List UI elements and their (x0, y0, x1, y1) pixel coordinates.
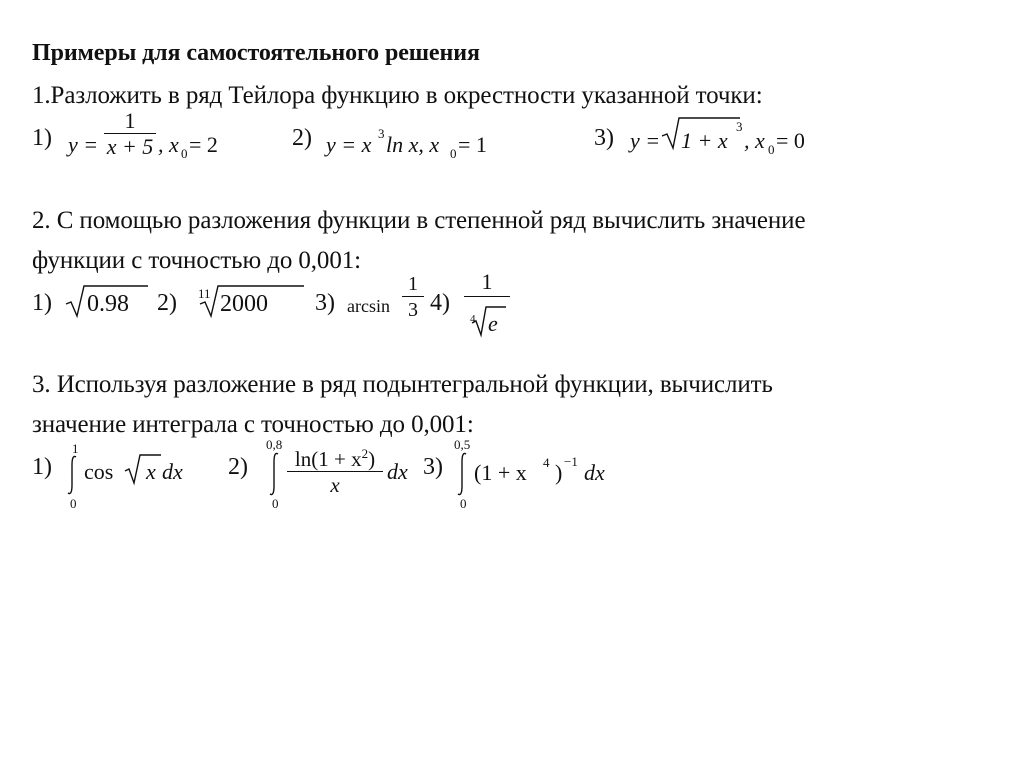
task3-ex3-upper: 0,5 (454, 437, 471, 452)
task2-ex2-index: 11 (198, 286, 211, 301)
task3-ex3-integral-sign (456, 452, 470, 496)
task2-ex1-radicand: 0.98 (87, 291, 129, 317)
task2-ex4-radicand: e (488, 311, 498, 336)
task3-ex1-upper: 1 (72, 441, 79, 456)
task1-ex2-value: = 1 (458, 132, 487, 157)
task2-label-4: 4) (430, 290, 450, 316)
task1-ex1-sub: 0 (181, 146, 188, 161)
task1-ex1-lhs: y = (68, 132, 99, 157)
task3-label-3: 3) (423, 454, 443, 480)
task2-label-2: 2) (157, 290, 177, 316)
task3-ex1-sqrt-sign (125, 453, 165, 489)
task3-label-2: 2) (228, 454, 248, 480)
task2-ex2-radicand: 2000 (220, 291, 268, 317)
task1-ex2-mid: ln x, x (386, 132, 440, 157)
task3-ex2-lower: 0 (272, 496, 279, 511)
task1-ex2-sup: 3 (378, 126, 385, 141)
task3-ex3-pow: −1 (564, 454, 578, 469)
task3-ex1-lower: 0 (70, 496, 77, 511)
task3-ex2-denominator: x (330, 473, 340, 497)
task2-label-3: 3) (315, 290, 335, 316)
task1-heading: 1.Разложить в ряд Тейлора функцию в окрестности указанной точки: (32, 82, 763, 109)
task3-ex1-integral-sign (66, 455, 80, 495)
task1-ex3-lhs: y = (630, 128, 661, 153)
task3-ex2-upper: 0,8 (266, 437, 283, 452)
task1-ex3-sub: 0 (768, 142, 775, 157)
task2-ex3-numerator: 1 (402, 272, 424, 297)
task1-ex1-fraction (104, 109, 156, 160)
task1-ex1-tail: , x (158, 132, 179, 157)
task3-ex3-body: (1 + x (474, 460, 527, 485)
task1-ex1-denominator: x + 5 (106, 134, 154, 159)
task3-label-1: 1) (32, 454, 52, 480)
task1-label-2: 2) (292, 125, 312, 151)
task1-label-1: 1) (32, 125, 52, 151)
task3-ex3-sup: 4 (543, 455, 550, 470)
task1-label-3: 3) (594, 125, 614, 151)
task3-ex2-numerator-body: ln(1 + x (294, 447, 362, 471)
page-title: Примеры для самостоятельного решения (32, 40, 480, 66)
task1-ex2-lhs: y = x (326, 132, 372, 157)
task3-ex2-integral-sign (268, 452, 282, 496)
task3-ex2-sup: 2 (361, 446, 369, 461)
task3-heading-line2: значение интеграла с точностью до 0,001: (32, 411, 474, 438)
task3-ex1-fn: cos (84, 459, 114, 484)
task1-ex3-radicand: 1 + x (681, 128, 728, 153)
task2-ex3-fn: arcsin (347, 296, 390, 316)
task3-ex1-dx: dx (162, 459, 183, 484)
task2-heading-line2: функции с точностью до 0,001: (32, 247, 361, 274)
task1-ex3-tail: , x (744, 128, 765, 153)
task3-ex3-close: ) (555, 460, 563, 485)
task3-ex2-fraction (287, 442, 383, 498)
task3-ex3-lower: 0 (460, 496, 467, 511)
task3-ex2-numerator (287, 442, 383, 472)
task1-ex3-sup: 3 (736, 119, 743, 134)
task3-ex1-radicand: x (146, 459, 156, 484)
task2-ex4-index: 4 (470, 313, 476, 325)
task3-ex2-dx: dx (387, 459, 408, 484)
task2-ex4-numerator: 1 (464, 270, 510, 297)
task1-ex1-numerator: 1 (104, 109, 156, 134)
task2-ex3-fraction (402, 272, 424, 323)
task3-ex2-numerator-close: ) (368, 447, 376, 471)
task2-label-1: 1) (32, 290, 52, 316)
task3-heading-line1: 3. Используя разложение в ряд подынтегральной функции, вычислить (32, 371, 773, 398)
task3-ex3-dx: dx (584, 460, 605, 485)
task1-ex1-value: = 2 (189, 132, 218, 157)
task2-heading-line1: 2. С помощью разложения функции в степенной ряд вычислить значение (32, 207, 806, 234)
task2-ex3-denominator: 3 (408, 299, 418, 321)
task1-ex2-sub: 0 (450, 146, 457, 161)
task1-ex3-value: = 0 (776, 128, 805, 153)
